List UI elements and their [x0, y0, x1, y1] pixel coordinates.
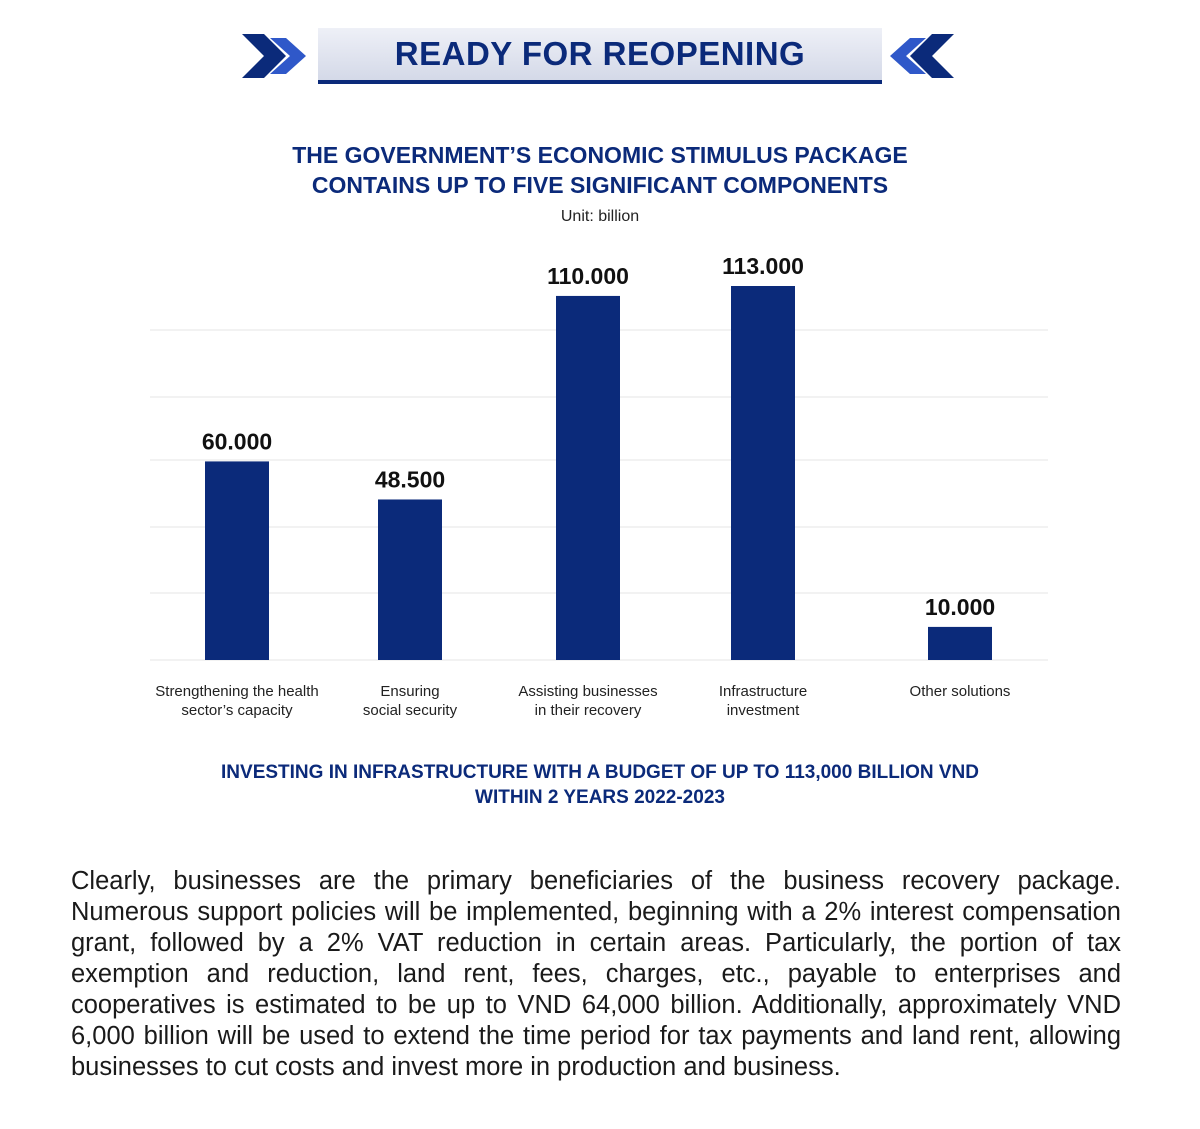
category-label-2-1: in their recovery — [534, 702, 642, 719]
chart-title — [0, 140, 1200, 200]
section-subheading — [0, 760, 1200, 810]
bar-value-label-1: 48.500 — [374, 466, 446, 493]
bar-value-label-2: 110.000 — [547, 262, 629, 289]
subheading-line-2: WITHIN 2 YEARS 2022-2023 — [475, 787, 725, 808]
bar-2 — [556, 296, 620, 660]
chart-unit-label: Unit: billion — [560, 208, 640, 225]
bar-1 — [378, 499, 442, 660]
header-banner — [0, 0, 1200, 100]
bar-0 — [205, 461, 269, 660]
category-label-1-1: social security — [362, 702, 458, 719]
bar-value-label-3: 113.000 — [722, 253, 804, 279]
category-label-3-0: Infrastructure — [718, 683, 808, 700]
double-chevron-right-icon — [240, 30, 310, 82]
category-label-4-0: Other solutions — [909, 683, 1011, 700]
bar-3 — [731, 286, 795, 660]
chart-title-line-1: THE GOVERNMENT’S ECONOMIC STIMULUS PACKAGE — [292, 142, 908, 168]
bar-value-label-0: 60.000 — [201, 428, 273, 455]
category-label-1-0: Ensuring — [380, 683, 440, 700]
bar-chart — [0, 240, 1200, 740]
category-label-0-0: Strengthening the health — [155, 683, 319, 700]
banner-title-box — [318, 28, 882, 84]
chart-title-line-2: CONTAINS UP TO FIVE SIGNIFICANT COMPONENTS — [311, 172, 889, 198]
body-paragraph: Clearly, businesses are the primary beneficiaries of the business recovery package. Numerous support policies will be implemented, beginning with a 2% interest compensation grant, followed by a 2% VAT reduction in certain areas. Particularly, the portion of tax exemption and reduction, land rent, fees, charges, etc., payable to enterprises and cooperatives is estimated to be up to VND 64,000 billion. Additionally, approximately VND 6,000 billion will be used to extend the time period for tax payments and land rent, allowing businesses to cut costs and invest more in production and business. — [71, 866, 1121, 1081]
category-label-3-1: investment — [726, 702, 800, 719]
double-chevron-left-icon — [886, 30, 956, 82]
category-label-2-0: Assisting businesses — [518, 683, 658, 700]
category-label-0-1: sector’s capacity — [181, 702, 293, 719]
bar-4 — [928, 627, 992, 660]
bar-value-label-4: 10.000 — [924, 593, 996, 620]
banner-title: READY FOR REOPENING — [394, 35, 806, 72]
subheading-line-1: INVESTING IN INFRASTRUCTURE WITH A BUDGET OF UP TO 113,000 BILLION VND — [221, 762, 979, 783]
